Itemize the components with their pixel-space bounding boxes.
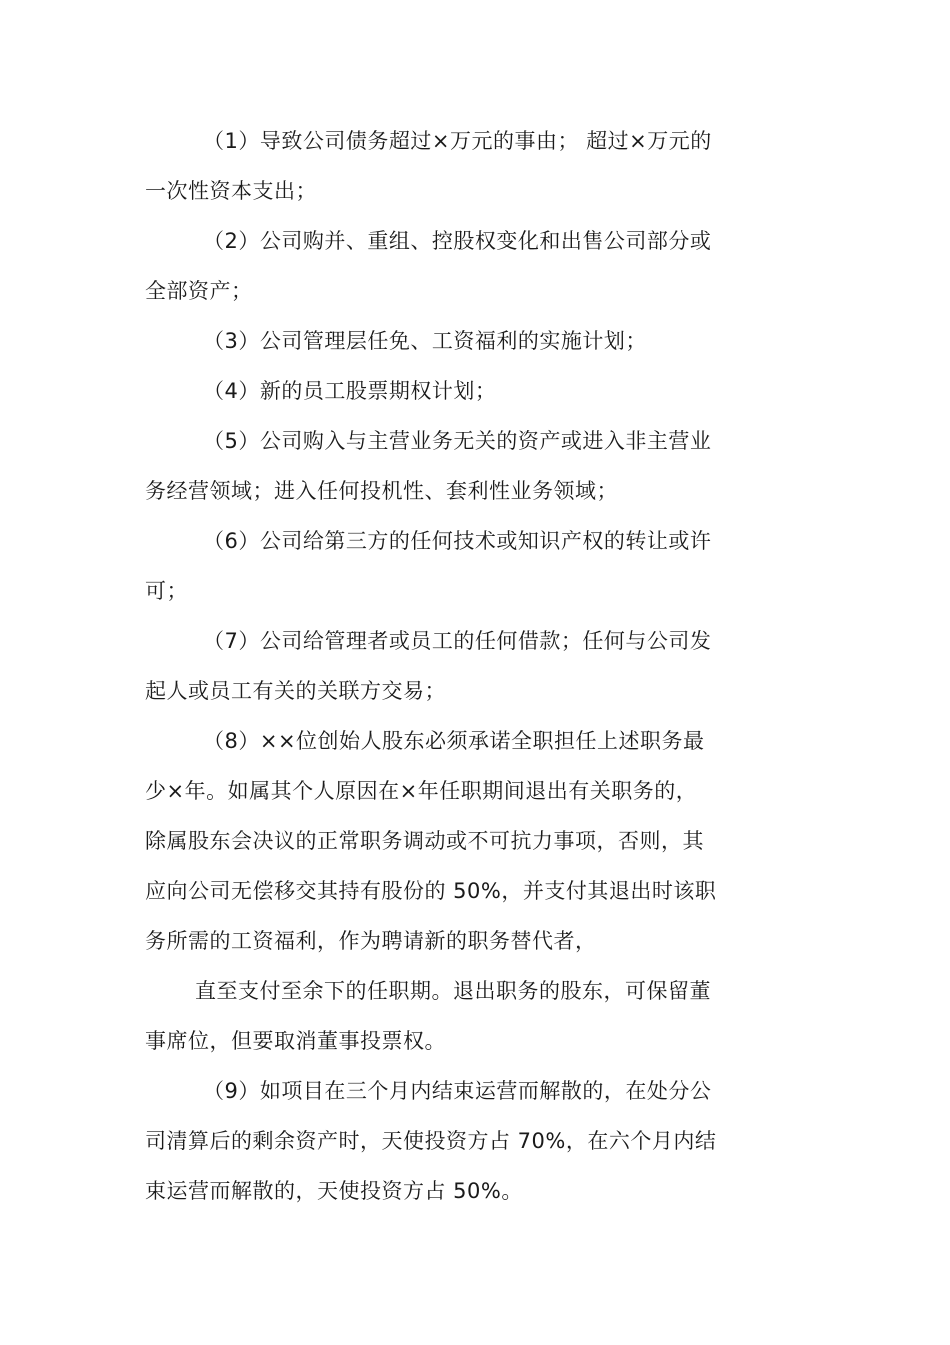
text-line-14: 少×年。如属其个人原因在×年任职期间退出有关职务的， — [145, 779, 698, 803]
text-line-7: （5）公司购入与主营业务无关的资产或进入非主营业 — [203, 429, 712, 453]
text-line-8: 务经营领域；进入任何投机性、套利性业务领域； — [145, 479, 618, 503]
text-line-15: 除属股东会决议的正常职务调动或不可抗力事项，否则，其 — [145, 829, 704, 853]
text-line-13: （8）××位创始人股东必须承诺全职担任上述职务最 — [203, 729, 705, 753]
text-line-10: 可； — [145, 579, 188, 603]
text-line-6: （4）新的员工股票期权计划； — [203, 379, 497, 403]
text-line-2: 一次性资本支出； — [145, 179, 317, 203]
text-line-11: （7）公司给管理者或员工的任何借款；任何与公司发 — [203, 629, 712, 653]
text-line-22: 束运营而解散的，天使投资方占 50%。 — [145, 1179, 523, 1203]
text-line-4: 全部资产； — [145, 279, 253, 303]
text-line-21: 司清算后的剩余资产时，天使投资方占 70%，在六个月内结 — [145, 1129, 717, 1153]
text-line-20: （9）如项目在三个月内结束运营而解散的，在处分公 — [203, 1079, 712, 1103]
text-line-5: （3）公司管理层任免、工资福利的实施计划； — [203, 329, 647, 353]
text-line-9: （6）公司给第三方的任何技术或知识产权的转让或许 — [203, 529, 712, 553]
text-line-18: 直至支付至余下的任职期。退出职务的股东，可保留董 — [195, 979, 711, 1003]
text-line-1: （1）导致公司债务超过×万元的事由； 超过×万元的 — [203, 129, 712, 153]
text-line-17: 务所需的工资福利，作为聘请新的职务替代者， — [145, 929, 597, 953]
text-line-12: 起人或员工有关的关联方交易； — [145, 679, 446, 703]
text-line-16: 应向公司无偿移交其持有股份的 50%，并支付其退出时该职 — [145, 879, 717, 903]
text-line-3: （2）公司购并、重组、控股权变化和出售公司部分或 — [203, 229, 712, 253]
text-line-19: 事席位，但要取消董事投票权。 — [145, 1029, 446, 1053]
